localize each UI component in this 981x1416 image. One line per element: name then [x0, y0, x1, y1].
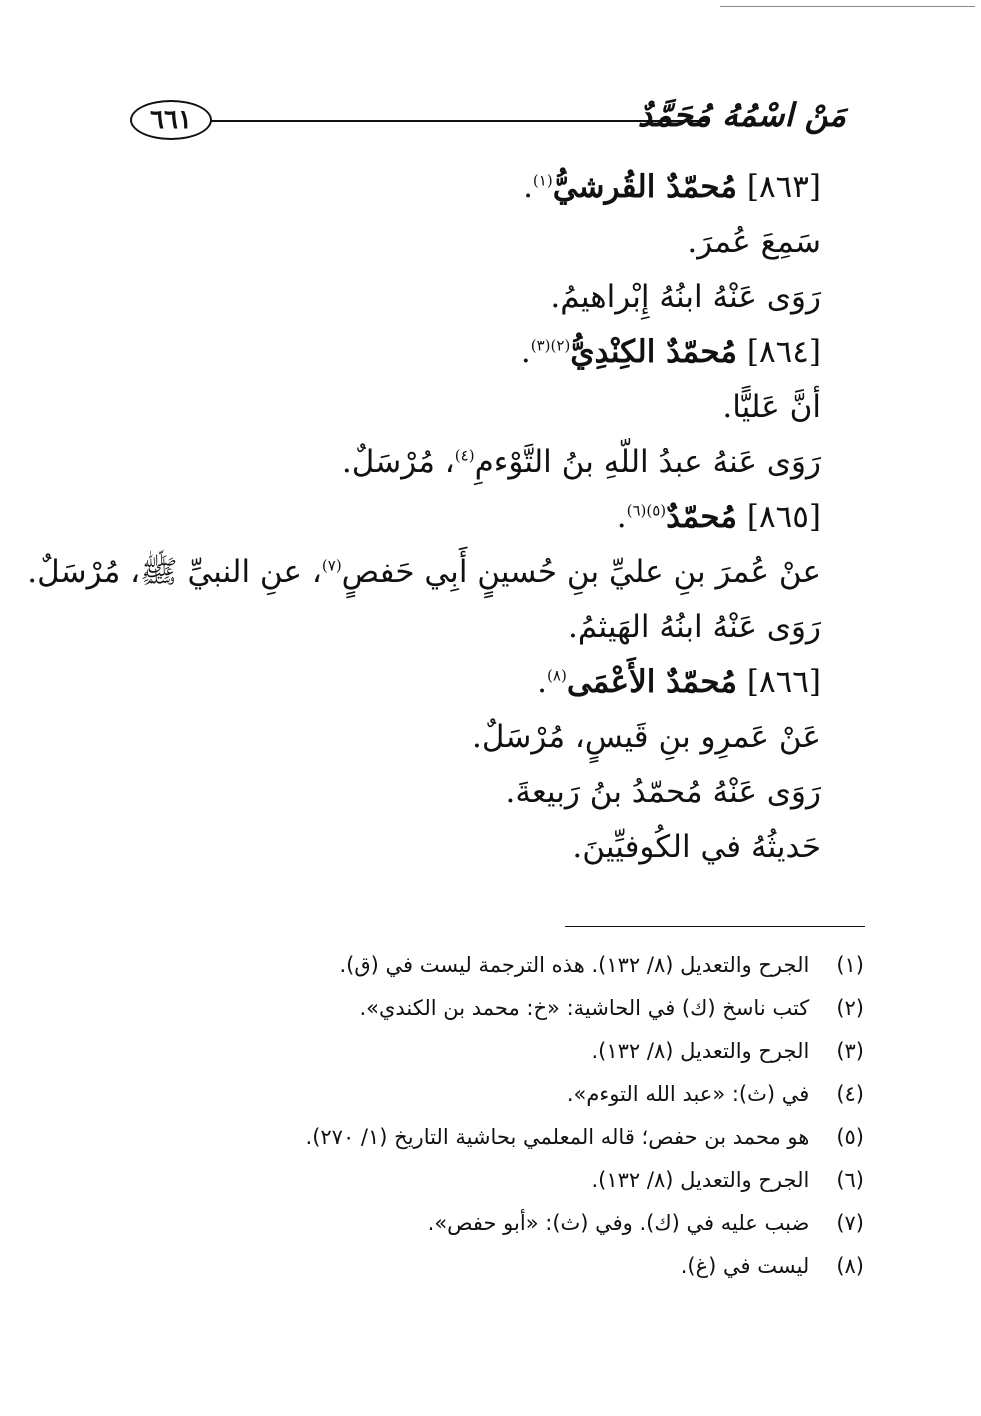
footnote-ref: (٢)(٣)	[530, 336, 571, 355]
footnote	[164, 1245, 864, 1288]
footnote-number: (٧)	[836, 1211, 864, 1235]
text-line: رَوَى عَنْهُ ابنُهُ إِبْراهيمُ.	[550, 279, 821, 315]
text-line: رَوَى عَنْهُ ابنُهُ الهَيثمُ.	[568, 609, 821, 645]
footnote-text: ضبب عليه في (ك). وفي (ث): «أبو حفص».	[427, 1211, 810, 1235]
text-line: حَديثُهُ في الكُوفيِّينَ.	[572, 829, 821, 865]
footnote	[164, 1030, 864, 1073]
entry-heading	[161, 160, 821, 215]
entry-number: [٨٦٣]	[746, 169, 821, 205]
footnote-text: ليست في (غ).	[680, 1254, 810, 1278]
footnote	[164, 1159, 864, 1202]
footnote-number: (١)	[836, 953, 864, 977]
footnote-number: (٢)	[836, 996, 864, 1020]
footnote-text: في (ث): «عبد الله التوءم».	[566, 1082, 810, 1106]
footnote	[164, 1116, 864, 1159]
footnote-number: (٨)	[836, 1254, 864, 1278]
footnote	[164, 1073, 864, 1116]
footnote	[164, 987, 864, 1030]
footnote-text: هو محمد بن حفص؛ قاله المعلمي بحاشية التاريخ (١/ ٢٧٠).	[305, 1125, 810, 1149]
header-rule	[210, 120, 710, 122]
text-line: سَمِعَ عُمرَ.	[687, 224, 821, 260]
entry-number: [٨٦٤]	[746, 334, 821, 370]
entry-name: مُحمّدٌ	[666, 499, 737, 535]
entry-number: [٨٦٦]	[746, 664, 821, 700]
text-segment: ، عنِ النبيِّ ﷺ، مُرْسَلٌ.	[27, 554, 322, 590]
entry-name: مُحمّدٌ القُرشيُّ	[552, 169, 737, 205]
entry-tail: .	[537, 664, 548, 700]
footnote-separator	[565, 926, 865, 927]
entry-name: مُحمّدٌ الأَعْمَى	[566, 664, 737, 700]
main-text	[27, 160, 821, 875]
entry-number: [٨٦٥]	[746, 499, 821, 535]
footnote-ref: (١)	[532, 171, 553, 190]
entry-name: مُحمّدٌ الكِنْدِيُّ	[570, 334, 737, 370]
footnote-ref: (٤)	[454, 446, 475, 465]
footnote-text: الجرح والتعديل (٨/ ١٣٢).	[591, 1039, 810, 1063]
footnotes	[164, 944, 864, 1288]
text-segment: رَوَى عَنهُ عبدُ اللّهِ بنُ التَّوْءمِ	[474, 444, 821, 480]
page-header	[130, 96, 846, 144]
footnote-ref: (٧)	[321, 556, 342, 575]
entry-tail: .	[616, 499, 627, 535]
footnote-text: كتب ناسخ (ك) في الحاشية: «خ: محمد بن الكندي».	[359, 996, 810, 1020]
footnote-text: الجرح والتعديل (٨/ ١٣٢).	[591, 1168, 810, 1192]
entry-heading	[161, 490, 821, 545]
footnote-number: (٣)	[836, 1039, 864, 1063]
entry-heading	[161, 325, 821, 380]
footnote-ref: (٥)(٦)	[626, 501, 667, 520]
footnote-ref: (٨)	[547, 666, 567, 685]
text-line: رَوَى عَنْهُ مُحمّدُ بنُ رَبيعةَ.	[505, 774, 821, 810]
top-edge-rule	[720, 6, 975, 7]
entry-heading	[161, 655, 821, 710]
entry-tail: .	[523, 169, 533, 205]
footnote	[164, 944, 864, 987]
footnote-number: (٥)	[836, 1125, 864, 1149]
text-line: أنَّ عَليًّا.	[722, 389, 821, 425]
footnote-number: (٤)	[836, 1082, 864, 1106]
entry-tail: .	[520, 334, 531, 370]
running-title: مَنْ اسْمُهُ مُحَمَّدٌ	[637, 96, 846, 134]
text-line: عَنْ عَمرِو بنِ قَيسٍ، مُرْسَلٌ.	[472, 719, 821, 755]
page-number: ٦٦١	[150, 105, 192, 135]
footnote	[164, 1202, 864, 1245]
footnote-text: الجرح والتعديل (٨/ ١٣٢). هذه الترجمة ليست في (ق).	[339, 953, 810, 977]
text-line	[27, 545, 821, 600]
text-segment: ، مُرْسَلٌ.	[341, 444, 455, 480]
text-segment: عنْ عُمرَ بنِ عليِّ بنِ حُسينٍ أَبِي حَفصٍ	[341, 554, 821, 590]
page-number-badge	[130, 100, 212, 140]
footnote-number: (٦)	[836, 1168, 864, 1192]
text-line	[161, 435, 821, 490]
